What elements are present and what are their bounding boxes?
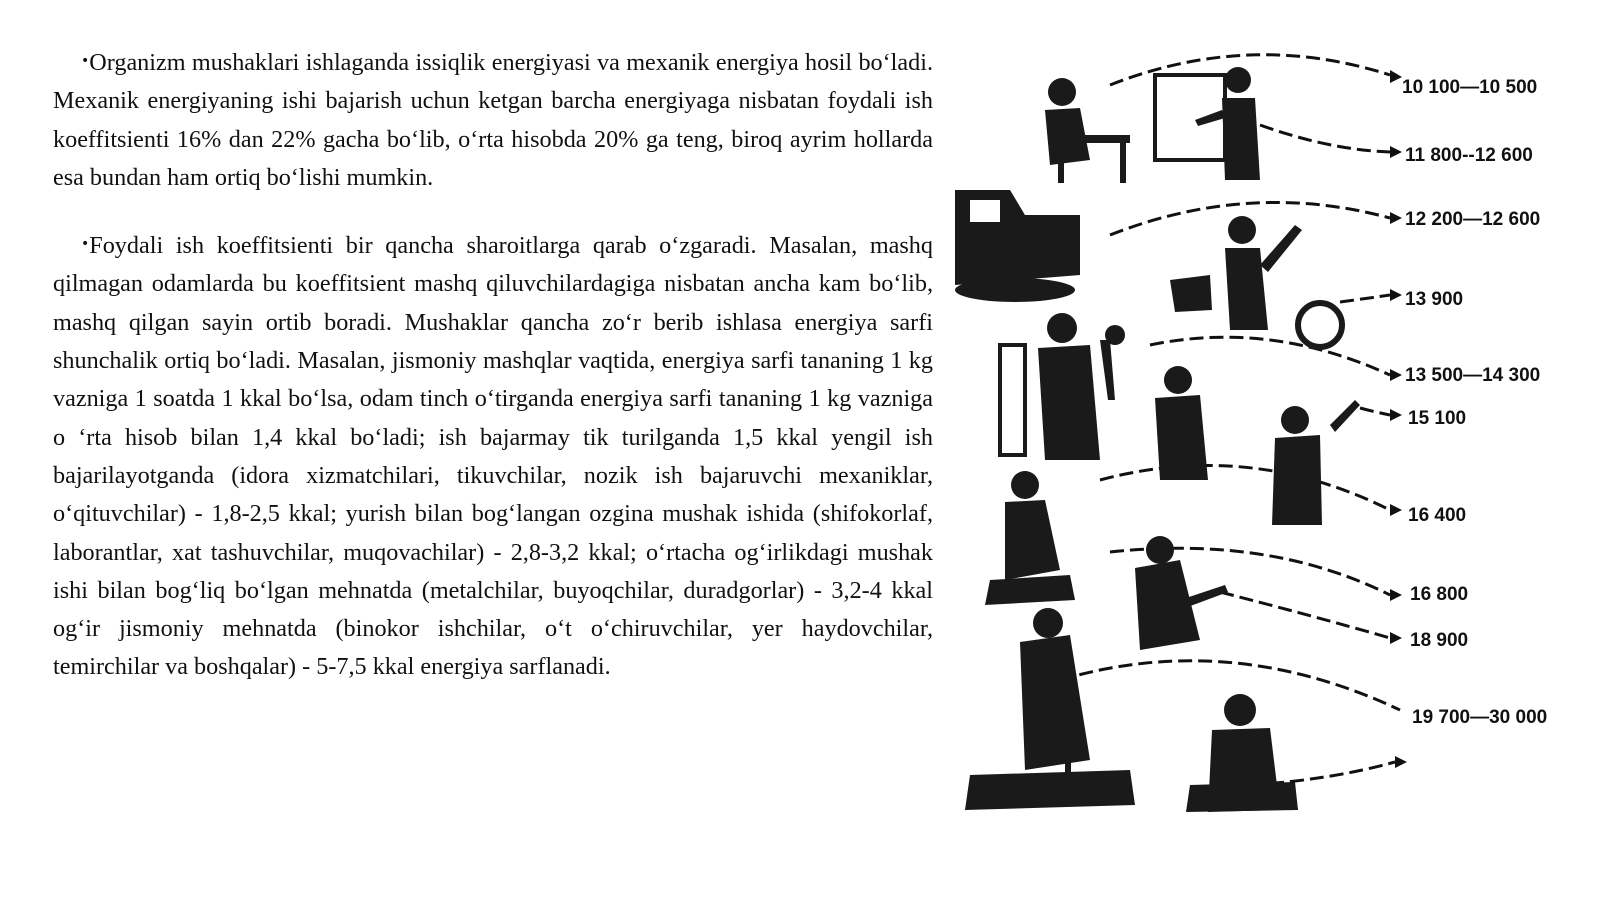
paragraph-text: Organizm mushaklari ishlaganda issiqlik energiyasi va mexanik energiya hosil boʻladi. Mexanik energiyaning ishi bajarish uchun ketgan barcha energiyaga nisbatan foydali ish koeffitsienti 16% dan 22% gacha boʻlib, oʻrta hisobda 20% ga teng, biroq ayrim hollarda esa bundan ham ortiq boʻlishi mumkin.	[53, 49, 933, 191]
blacksmith-figure	[1186, 694, 1298, 812]
occupation-energy-illustration	[950, 40, 1570, 840]
clerk-figure	[1045, 78, 1130, 183]
value-label: 11 800--12 600	[1405, 145, 1533, 166]
value-label: 18 900	[1410, 630, 1469, 651]
bullet: •	[81, 53, 90, 69]
value-label: 16 400	[1408, 505, 1467, 526]
bending-worker-figure	[1135, 536, 1228, 650]
paragraph-energy-expenditure	[53, 225, 933, 687]
paragraph-efficiency	[53, 42, 933, 197]
miner-figure	[1000, 313, 1125, 460]
arrow-arc	[1340, 295, 1390, 302]
arrow-arc	[1260, 125, 1390, 152]
bench-workers-figure	[1155, 366, 1360, 525]
arrow-arc	[1220, 592, 1390, 638]
paragraph-text: Foydali ish koeffitsienti bir qancha sharoitlarga qarab oʻzgaradi. Masalan, mashq qilmagan odamlarda bu koeffitsient mashq qiluvchilardagiga nisbatan ancha kam boʻlib, mashq qilgan sayin ortib boradi. Mushaklar qancha zoʻr berib ishlasa energiya sarfi shunchalik ortiq boʻladi. Masalan, jismoniy mashqlar vaqtida, energiya sarfi tananing 1 kg vazniga 1 soatda 1 kkal boʻlsa, odam tinch oʻtirganda energiya sarfi tananing 1 kg vazniga o ʻrta hisob bilan 1,4 kkal boʻladi; ish bajarmay tik turilganda 1,5 kkal yengil ish bajarilayotganda (idora xizmatchilari, tikuvchilar, nozik ish bajaruvchi mexaniklar, oʻqituvchilar) - 1,8-2,5 kkal; yurish bilan bogʻlangan ozgina mushak ishida (shifokorlaf, laborantlar, xat tashuvchilar, muqovachilar) - 2,8-3,2 kkal; oʻrtacha ogʻirlikdagi mushak ishi bilan bogʻliq boʻlgan mehnatda (metalchilar, buyoqchilar, duradgorlar) - 3,2-4 kkal ogʻir jismoniy mehnatda (binokor ishchilar, oʻt oʻchiruvchilar, yer haydovchilar, temirchilar va boshqalar) - 5-7,5 kkal energiya sarflanadi.	[53, 232, 933, 681]
value-label: 13 900	[1405, 289, 1464, 310]
tractor-figure	[955, 190, 1080, 302]
value-label: 15 100	[1408, 408, 1467, 429]
arrowheads	[1390, 70, 1407, 768]
arrow-arc	[1100, 465, 1390, 510]
digger-figure	[965, 608, 1135, 810]
arrow-arc	[1360, 408, 1390, 415]
teacher-figure	[1155, 67, 1260, 180]
kneeling-worker-figure	[985, 471, 1075, 605]
worker-figures	[955, 67, 1360, 812]
value-label: 12 200—12 600	[1405, 209, 1541, 230]
value-label: 10 100—10 500	[1402, 77, 1538, 98]
bullet: •	[81, 236, 90, 253]
value-label: 16 800	[1410, 584, 1469, 605]
text-column	[53, 42, 933, 687]
illustration-canvas	[950, 40, 1570, 840]
value-label: 13 500—14 300	[1405, 365, 1541, 386]
lever-worker-figure	[1170, 216, 1342, 347]
value-label: 19 700—30 000	[1412, 707, 1548, 728]
